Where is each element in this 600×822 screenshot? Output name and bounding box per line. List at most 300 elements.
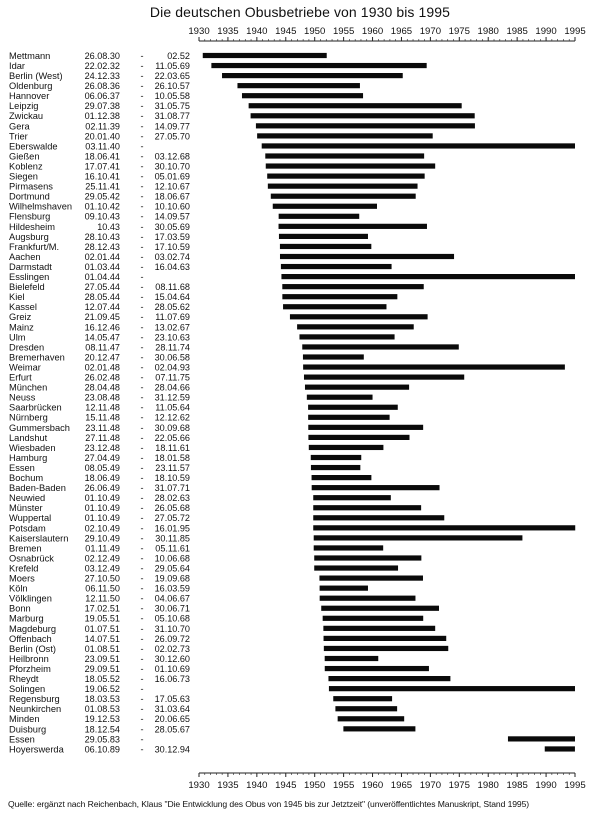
end-date: 10.10.60 — [154, 201, 190, 212]
date-separator: - — [140, 633, 144, 644]
table-row — [9, 584, 368, 594]
tick-label: 1940 — [246, 26, 268, 37]
city-label: Kaiserslautern — [9, 533, 69, 544]
city-label: Dresden — [9, 342, 45, 353]
table-row — [9, 744, 575, 754]
date-separator: - — [140, 563, 144, 574]
table-row — [9, 212, 359, 222]
end-date: 05.10.68 — [154, 613, 190, 624]
start-date: 28.05.44 — [84, 292, 120, 303]
city-label: Greiz — [9, 312, 32, 323]
operation-bar — [323, 626, 435, 631]
date-separator: - — [140, 523, 144, 534]
date-separator: - — [140, 694, 144, 705]
date-separator: - — [140, 60, 144, 71]
end-date: 22.03.65 — [154, 71, 190, 81]
start-date: 28.12.43 — [84, 241, 120, 252]
table-row — [9, 574, 423, 584]
city-label: Wuppertal — [9, 513, 52, 524]
operation-bar — [242, 93, 363, 98]
date-separator: - — [140, 241, 144, 252]
tick-label: 1975 — [448, 26, 470, 37]
table-row — [9, 714, 404, 724]
table-row — [9, 614, 423, 624]
table-row — [9, 533, 522, 543]
start-date: 28.10.43 — [84, 231, 120, 242]
end-date: 30.05.69 — [154, 221, 190, 232]
city-label: Nürnberg — [9, 412, 48, 423]
city-label: Essen — [9, 462, 35, 473]
tick-label: 1995 — [564, 26, 586, 37]
city-label: Baden-Baden — [9, 483, 66, 494]
city-label: Gummersbach — [9, 422, 70, 433]
date-separator: - — [140, 71, 144, 81]
start-date: 01.08.53 — [84, 704, 120, 715]
city-label: Moers — [9, 573, 35, 584]
date-separator: - — [140, 583, 144, 594]
date-separator: - — [140, 573, 144, 584]
start-date: 02.01.44 — [84, 251, 120, 262]
city-label: Magdeburg — [9, 623, 57, 634]
operation-bar — [308, 435, 409, 440]
city-label: Potsdam — [9, 523, 46, 534]
table-row — [9, 71, 403, 81]
operation-bar — [311, 465, 360, 470]
city-label: Rheydt — [9, 674, 39, 684]
end-date: 10.05.58 — [154, 91, 190, 102]
start-date: 17.02.51 — [84, 603, 120, 614]
table-row — [9, 694, 392, 704]
tick-label: 1975 — [448, 780, 470, 791]
tick-label: 1990 — [535, 26, 557, 37]
start-date: 22.02.32 — [84, 60, 120, 71]
tick-label: 1970 — [419, 26, 442, 37]
end-date: 18.10.59 — [154, 473, 190, 483]
tick-label: 1955 — [332, 780, 355, 791]
table-row — [9, 141, 575, 151]
city-label: Eberswalde — [9, 141, 58, 152]
table-row — [9, 151, 424, 161]
table-row — [9, 101, 462, 111]
operation-bar — [282, 294, 397, 299]
city-label: Essen — [9, 734, 35, 745]
tick-label: 1965 — [390, 26, 413, 37]
operation-bar — [312, 475, 372, 480]
operation-bar — [313, 505, 421, 510]
city-label: Gera — [9, 121, 30, 132]
date-separator: - — [140, 292, 144, 303]
end-date: 17.03.59 — [154, 231, 190, 242]
date-separator: - — [140, 432, 144, 443]
start-date: 15.11.48 — [85, 412, 120, 423]
start-date: 06.11.50 — [85, 583, 120, 594]
city-label: Neuss — [9, 392, 36, 403]
start-date: 16.10.41 — [84, 171, 120, 182]
operation-bar — [314, 555, 421, 560]
start-date: 12.07.44 — [84, 302, 120, 313]
start-date: 26.08.36 — [84, 81, 120, 92]
end-date: 18.11.61 — [155, 442, 190, 453]
city-label: Köln — [9, 583, 28, 594]
city-label: Neuwied — [9, 493, 46, 504]
table-row — [9, 91, 363, 101]
city-label: Völklingen — [9, 593, 52, 604]
city-label: Erfurt — [9, 372, 32, 383]
date-separator: - — [140, 623, 144, 634]
start-date: 03.11.40 — [85, 141, 120, 152]
date-separator: - — [140, 181, 144, 192]
city-label: Bonn — [9, 603, 31, 614]
date-separator: - — [140, 382, 144, 393]
date-separator: - — [140, 272, 144, 282]
start-date: 23.12.48 — [84, 442, 120, 453]
date-separator: - — [140, 322, 144, 333]
operation-bar — [324, 636, 447, 641]
end-date: 20.06.65 — [154, 714, 190, 725]
date-separator: - — [140, 372, 144, 383]
city-label: München — [9, 382, 48, 393]
city-label: Leipzig — [9, 101, 39, 112]
end-date: 26.05.68 — [154, 503, 190, 514]
date-separator: - — [140, 663, 144, 674]
city-label: Kassel — [9, 302, 37, 313]
start-date: 24.12.33 — [84, 71, 120, 81]
date-separator: - — [140, 101, 144, 112]
table-row — [9, 664, 429, 674]
operation-bar — [279, 224, 427, 229]
table-row — [9, 332, 395, 342]
end-date: 31.03.64 — [154, 704, 190, 715]
date-separator: - — [140, 362, 144, 373]
start-date: 01.10.49 — [84, 493, 120, 504]
operation-bar — [271, 194, 416, 199]
start-date: 18.06.41 — [84, 151, 120, 162]
start-date: 14.05.47 — [84, 332, 120, 343]
tick-label: 1935 — [217, 26, 239, 37]
operation-bar — [333, 696, 392, 701]
operation-bar — [280, 244, 371, 249]
table-row — [9, 594, 415, 604]
end-date: 02.04.93 — [154, 362, 190, 373]
table-row — [9, 654, 378, 664]
table-row — [9, 302, 386, 312]
start-date: 18.05.52 — [84, 674, 120, 684]
date-separator: - — [140, 473, 144, 483]
start-date: 29.05.42 — [84, 191, 120, 202]
date-separator: - — [140, 312, 144, 323]
end-date: 13.02.67 — [154, 322, 190, 333]
start-date: 29.05.83 — [84, 734, 120, 745]
operation-bar — [249, 103, 462, 108]
operation-bar — [335, 706, 397, 711]
start-date: 25.11.41 — [85, 181, 120, 192]
city-label: Oldenburg — [9, 81, 53, 92]
start-date: 26.08.30 — [84, 50, 120, 61]
table-row — [9, 322, 414, 332]
date-separator: - — [140, 734, 144, 745]
city-label: Berlin (Ost) — [9, 643, 57, 654]
operation-bar — [281, 264, 392, 269]
date-separator: - — [140, 161, 144, 172]
date-separator: - — [140, 211, 144, 222]
end-date: 28.05.67 — [154, 724, 190, 735]
date-separator: - — [140, 513, 144, 524]
tick-label: 1950 — [304, 26, 326, 37]
start-date: 27.11.48 — [85, 432, 120, 443]
table-row — [9, 383, 409, 393]
start-date: 08.05.49 — [84, 462, 120, 473]
date-separator: - — [140, 442, 144, 453]
end-date: 19.09.68 — [154, 573, 190, 584]
operation-bar — [320, 586, 368, 591]
start-date: 23.11.48 — [85, 422, 120, 433]
operation-bar — [203, 53, 327, 58]
operation-bar — [320, 596, 416, 601]
table-row — [9, 634, 446, 644]
table-row — [9, 292, 397, 302]
tick-label: 1995 — [564, 780, 586, 791]
table-row — [9, 704, 397, 714]
date-separator: - — [140, 221, 144, 232]
table-row — [9, 493, 391, 503]
date-separator: - — [140, 342, 144, 353]
table-row — [9, 433, 410, 443]
start-date: 18.03.53 — [84, 694, 120, 705]
date-separator: - — [140, 50, 144, 61]
end-date: 27.05.72 — [154, 513, 190, 524]
end-date: 28.04.66 — [154, 382, 190, 393]
city-label: Solingen — [9, 684, 46, 695]
city-label: Zwickau — [9, 111, 44, 122]
table-row — [9, 282, 424, 292]
date-separator: - — [140, 503, 144, 514]
operation-bar — [311, 455, 361, 460]
end-date: 16.04.63 — [154, 261, 190, 272]
operation-bar — [222, 73, 403, 78]
operation-bar — [297, 324, 414, 329]
date-separator: - — [140, 251, 144, 262]
operation-bar — [303, 354, 364, 359]
start-date: 29.09.51 — [84, 663, 120, 674]
end-date: 11.07.69 — [155, 312, 190, 323]
city-label: Koblenz — [9, 161, 43, 172]
operation-bar — [308, 425, 423, 430]
operation-bar — [268, 184, 418, 189]
end-date: 30.06.71 — [154, 603, 190, 614]
operation-bar — [313, 495, 391, 500]
city-label: Aachen — [9, 251, 41, 262]
table-row — [9, 453, 361, 463]
tick-label: 1980 — [477, 780, 499, 791]
city-label: Bochum — [9, 473, 44, 483]
end-date: 04.06.67 — [154, 593, 190, 604]
date-separator: - — [140, 653, 144, 664]
city-label: Minden — [9, 714, 40, 725]
date-separator: - — [140, 422, 144, 433]
city-label: Hoyerswerda — [9, 744, 64, 755]
table-row — [9, 182, 418, 192]
start-date: 27.05.44 — [84, 282, 120, 293]
operation-bar — [325, 656, 379, 661]
city-label: Idar — [9, 60, 26, 71]
operation-bar — [237, 83, 359, 88]
tick-label: 1960 — [361, 780, 384, 791]
start-date: 01.12.38 — [84, 111, 120, 122]
table-row — [9, 503, 421, 513]
table-row — [9, 684, 575, 694]
date-separator: - — [140, 533, 144, 544]
city-label: Bielefeld — [9, 282, 45, 293]
table-row — [9, 81, 360, 91]
start-date: 09.10.43 — [84, 211, 120, 222]
end-date: 16.06.73 — [154, 674, 190, 684]
date-separator: - — [140, 412, 144, 423]
operation-bar — [299, 334, 394, 339]
city-label: Regensburg — [9, 694, 60, 705]
end-date: 26.10.57 — [154, 81, 190, 92]
end-date: 10.06.68 — [154, 553, 190, 564]
operation-bar — [257, 133, 433, 138]
end-date: 02.52 — [167, 50, 190, 61]
table-row — [9, 724, 415, 734]
city-label: Wiesbaden — [9, 442, 56, 453]
date-separator: - — [140, 714, 144, 725]
table-row — [9, 202, 377, 212]
operation-bar — [314, 565, 398, 570]
date-separator: - — [140, 302, 144, 313]
start-date: 06.10.89 — [84, 744, 120, 755]
tick-label: 1950 — [304, 780, 326, 791]
date-separator: - — [140, 643, 144, 654]
end-date: 23.11.57 — [155, 462, 190, 473]
city-label: Bremen — [9, 543, 42, 554]
start-date: 01.10.42 — [84, 201, 120, 212]
end-date: 11.05.69 — [155, 60, 190, 71]
city-label: Esslingen — [9, 272, 50, 282]
end-date: 18.01.58 — [154, 452, 190, 463]
start-date: 02.12.49 — [84, 553, 120, 564]
city-label: Pforzheim — [9, 663, 51, 674]
start-date: 06.06.37 — [84, 91, 120, 102]
city-label: Weimar — [9, 362, 41, 373]
date-separator: - — [140, 493, 144, 504]
operation-bar — [314, 545, 383, 550]
start-date: 21.09.45 — [84, 312, 120, 323]
date-separator: - — [140, 282, 144, 293]
date-separator: - — [140, 452, 144, 463]
table-row — [9, 423, 423, 433]
date-separator: - — [140, 81, 144, 92]
operation-bar — [545, 746, 575, 751]
end-date: 08.11.68 — [155, 282, 190, 293]
city-label: Mainz — [9, 322, 34, 333]
table-row — [9, 563, 398, 573]
end-date: 01.10.69 — [154, 663, 190, 674]
table-row — [9, 644, 448, 654]
tick-label: 1935 — [217, 780, 239, 791]
chart-title: Die deutschen Obusbetriebe von 1930 bis 1995 — [149, 4, 451, 20]
table-row — [9, 342, 459, 352]
start-date: 01.10.49 — [84, 503, 120, 514]
table-row — [9, 61, 427, 71]
start-date: 26.02.48 — [84, 372, 120, 383]
operation-bar — [312, 485, 440, 490]
tick-label: 1965 — [390, 780, 413, 791]
operation-bar — [324, 646, 448, 651]
start-date: 19.05.51 — [84, 613, 120, 624]
end-date: 03.12.68 — [154, 151, 190, 162]
operation-bar — [280, 254, 454, 259]
date-separator: - — [140, 231, 144, 242]
start-date: 14.07.51 — [84, 633, 120, 644]
table-row — [9, 352, 364, 362]
start-date: 01.04.44 — [84, 272, 120, 282]
end-date: 03.02.74 — [154, 251, 190, 262]
end-date: 26.09.72 — [154, 633, 190, 644]
date-separator: - — [140, 392, 144, 403]
bottom-axis — [188, 773, 585, 791]
end-date: 16.01.95 — [154, 523, 190, 534]
end-date: 28.11.74 — [155, 342, 190, 353]
table-row — [9, 604, 439, 614]
table-row — [9, 553, 421, 563]
start-date: 03.12.49 — [84, 563, 120, 574]
city-label: Krefeld — [9, 563, 39, 574]
operation-bar — [256, 123, 475, 128]
city-label: Darmstadt — [9, 261, 52, 272]
date-separator: - — [140, 603, 144, 614]
start-date: 01.03.44 — [84, 261, 120, 272]
tick-label: 1945 — [275, 780, 297, 791]
operation-bar — [211, 63, 426, 68]
city-label: Ulm — [9, 332, 26, 343]
end-date: 31.10.70 — [154, 623, 190, 634]
end-date: 28.02.63 — [154, 493, 190, 504]
end-date: 30.11.85 — [155, 533, 190, 544]
start-date: 17.07.41 — [84, 161, 120, 172]
city-label: Siegen — [9, 171, 38, 182]
start-date: 19.12.53 — [84, 714, 120, 725]
table-row — [9, 262, 392, 272]
date-separator: - — [140, 111, 144, 122]
tick-label: 1985 — [506, 780, 528, 791]
date-separator: - — [140, 402, 144, 413]
date-separator: - — [140, 191, 144, 202]
table-row — [9, 131, 433, 141]
table-row — [9, 443, 383, 453]
operation-bar — [328, 676, 450, 681]
table-row — [9, 543, 383, 553]
operation-bar — [343, 726, 415, 731]
date-separator: - — [140, 724, 144, 735]
table-row — [9, 252, 454, 262]
tick-label: 1940 — [246, 780, 268, 791]
end-date: 31.08.77 — [154, 111, 190, 122]
operation-bar — [508, 736, 575, 741]
end-date: 18.06.67 — [154, 191, 190, 202]
table-row — [9, 674, 450, 684]
end-date: 17.10.59 — [154, 241, 190, 252]
end-date: 14.09.57 — [154, 211, 190, 222]
tick-label: 1985 — [506, 26, 528, 37]
start-date: 26.06.49 — [84, 483, 120, 494]
operation-bar — [283, 304, 386, 309]
operation-bar — [303, 364, 565, 369]
date-separator: - — [140, 91, 144, 102]
start-date: 23.09.51 — [84, 653, 120, 664]
date-separator: - — [140, 121, 144, 132]
city-label: Kiel — [9, 292, 25, 303]
